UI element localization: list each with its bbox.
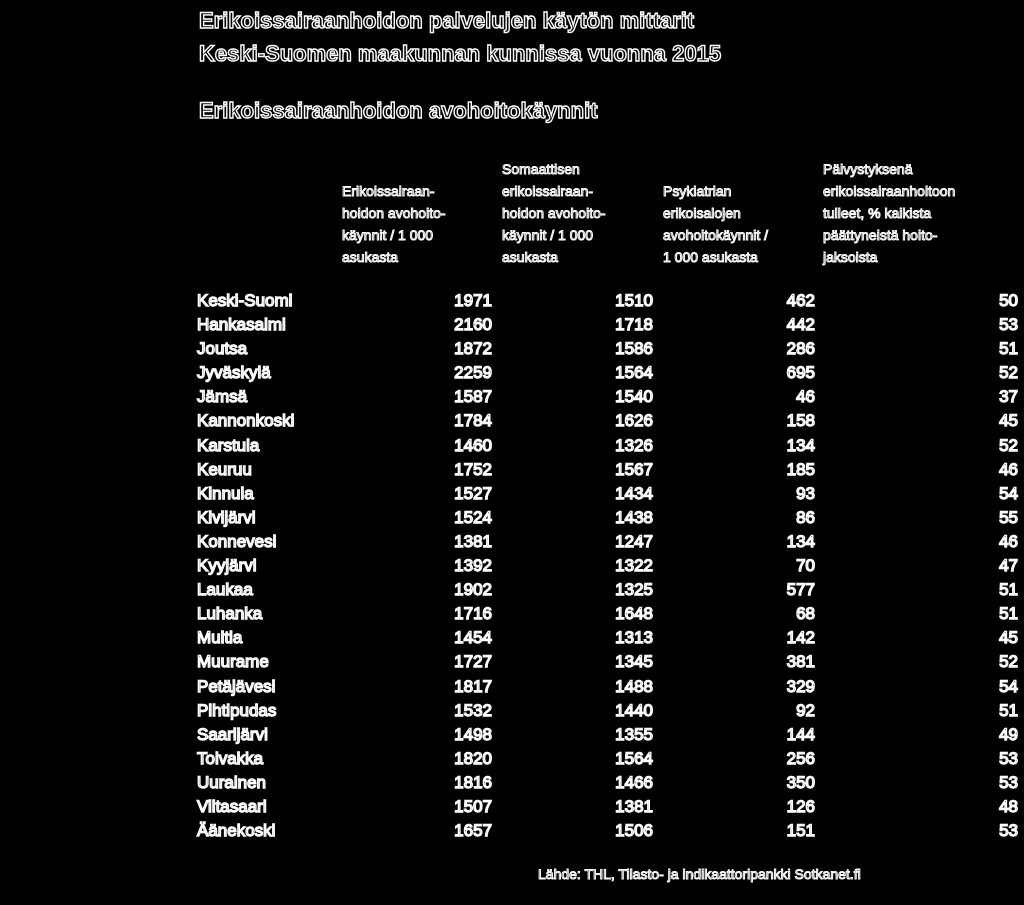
somatic-visits-cell: 1345	[615, 652, 653, 672]
report-title	[199, 4, 721, 70]
table-row	[197, 361, 1018, 385]
municipality-name: Kyyjärvi	[197, 556, 257, 576]
emergency-share-cell: 52	[999, 435, 1018, 455]
outpatient-visits-cell: 2259	[454, 363, 492, 383]
municipality-name: Saarijärvi	[197, 724, 268, 744]
table-row	[197, 723, 1018, 747]
somatic-visits-cell: 1313	[615, 628, 653, 648]
psychiatric-visits-cell: 151	[786, 821, 815, 841]
psychiatric-visits-cell: 46	[796, 387, 815, 407]
municipality-name: Keski-Suomi	[197, 291, 293, 310]
somatic-visits-cell: 1325	[615, 580, 653, 600]
somatic-visits-cell: 1586	[615, 339, 653, 359]
somatic-visits-cell: 1510	[615, 291, 653, 310]
outpatient-visits-cell: 1392	[454, 556, 492, 576]
emergency-share-cell: 46	[999, 531, 1018, 551]
table-row	[197, 795, 1018, 819]
municipality-name: Karstula	[197, 435, 260, 455]
column-header-line: jaksoista	[823, 249, 878, 265]
psychiatric-visits-cell: 92	[796, 700, 815, 720]
emergency-share-cell: 48	[999, 796, 1018, 816]
municipality-name: Kivijärvi	[197, 507, 256, 527]
title-line-2: Keski-Suomen maakunnan kunnissa vuonna 2015	[199, 41, 722, 66]
psychiatric-visits-cell: 158	[786, 411, 815, 431]
somatic-visits-cell: 1648	[615, 604, 653, 624]
somatic-visits-cell: 1564	[615, 363, 653, 383]
column-header-line: tulleet, % kaikista	[823, 205, 932, 221]
table-row	[197, 409, 1018, 433]
table-row	[197, 819, 1018, 843]
municipality-name: Uurainen	[197, 772, 266, 792]
psychiatric-visits-cell: 134	[786, 531, 815, 551]
source-note: Lähde: THL, Tilasto- ja indikaattoripankki Sotkanet.fi	[538, 866, 861, 882]
column-header-line: asukasta	[342, 249, 399, 265]
table-row	[197, 578, 1018, 602]
table-row	[197, 626, 1018, 650]
emergency-share-cell: 45	[999, 628, 1018, 648]
somatic-visits-cell: 1355	[615, 724, 653, 744]
emergency-share-cell: 52	[999, 363, 1018, 383]
column-header-line: erikoisalojen	[663, 205, 741, 221]
emergency-share-cell: 52	[999, 652, 1018, 672]
psychiatric-visits-cell: 256	[786, 748, 815, 768]
column-header-line: erikoissairaanhoitoon	[823, 183, 956, 199]
somatic-visits-cell: 1626	[615, 411, 653, 431]
municipality-name: Jyväskylä	[197, 363, 271, 383]
table-body	[197, 289, 1018, 843]
emergency-share-cell: 51	[999, 339, 1018, 359]
emergency-share-cell: 53	[999, 748, 1018, 768]
somatic-visits-cell: 1326	[615, 435, 653, 455]
column-header-line: erikoissairaan-	[502, 183, 594, 199]
psychiatric-visits-cell: 142	[786, 628, 815, 648]
psychiatric-visits-cell: 286	[786, 339, 815, 359]
section-subtitle: Erikoissairaanhoidon avohoitokäynnit	[199, 98, 598, 123]
outpatient-visits-cell: 1752	[454, 459, 492, 479]
municipality-name: Hankasalmi	[197, 315, 286, 335]
outpatient-visits-cell: 1872	[454, 339, 492, 359]
outpatient-visits-cell: 1816	[454, 772, 492, 792]
municipality-name: Muurame	[197, 652, 269, 672]
somatic-visits-cell: 1488	[615, 676, 653, 696]
municipality-name: Konnevesi	[197, 531, 277, 551]
emergency-share-cell: 54	[999, 483, 1018, 503]
column-header-line: Päivystyksenä	[823, 161, 913, 177]
psychiatric-visits-cell: 134	[786, 435, 815, 455]
municipality-name: Luhanka	[197, 604, 263, 624]
municipality-name: Toivakka	[197, 748, 264, 768]
psychiatric-visits-cell: 144	[786, 724, 815, 744]
outpatient-visits-cell: 1716	[454, 604, 492, 624]
municipality-name: Viitasaari	[197, 796, 267, 816]
municipality-name: Keuruu	[197, 459, 252, 479]
psychiatric-visits-cell: 86	[796, 507, 815, 527]
column-header-line: hoidon avohoito-	[342, 205, 446, 221]
municipality-name: Äänekoski	[197, 821, 276, 841]
municipality-name: Multia	[197, 628, 243, 648]
psychiatric-visits-cell: 577	[786, 580, 815, 600]
outpatient-visits-cell: 1454	[454, 628, 492, 648]
emergency-share-cell: 46	[999, 459, 1018, 479]
psychiatric-visits-cell: 126	[786, 796, 815, 816]
municipality-name: Joutsa	[197, 339, 248, 359]
psychiatric-visits-cell: 68	[796, 604, 815, 624]
outpatient-visits-cell: 1971	[454, 291, 492, 310]
outpatient-visits-cell: 1381	[454, 531, 492, 551]
column-header-3	[663, 180, 768, 268]
municipality-name: Jämsä	[197, 387, 248, 407]
outpatient-visits-cell: 2160	[454, 315, 492, 335]
psychiatric-visits-cell: 381	[786, 652, 815, 672]
emergency-share-cell: 55	[999, 507, 1018, 527]
somatic-visits-cell: 1567	[615, 459, 653, 479]
psychiatric-visits-cell: 350	[786, 772, 815, 792]
table-row	[197, 650, 1018, 674]
table-row	[197, 482, 1018, 506]
table-row	[197, 675, 1018, 699]
somatic-visits-cell: 1540	[615, 387, 653, 407]
column-header-2	[502, 158, 606, 268]
outpatient-visits-cell: 1817	[454, 676, 492, 696]
somatic-visits-cell: 1564	[615, 748, 653, 768]
column-header-line: käynnit / 1 000	[342, 227, 434, 243]
column-header-line: Somaattisen	[502, 161, 580, 177]
municipality-name: Laukaa	[197, 580, 253, 600]
emergency-share-cell: 50	[999, 291, 1018, 310]
somatic-visits-cell: 1440	[615, 700, 653, 720]
column-header-line: Erikoissairaan-	[342, 183, 435, 199]
somatic-visits-cell: 1506	[615, 821, 653, 841]
title-line-1: Erikoissairaanhoidon palvelujen käytön mittarit	[199, 8, 695, 33]
outpatient-visits-cell: 1820	[454, 748, 492, 768]
outpatient-visits-cell: 1784	[454, 411, 492, 431]
psychiatric-visits-cell: 185	[786, 459, 815, 479]
somatic-visits-cell: 1247	[615, 531, 653, 551]
emergency-share-cell: 45	[999, 411, 1018, 431]
table-row	[197, 506, 1018, 530]
column-header-line: päättyneistä hoito-	[823, 227, 938, 243]
somatic-visits-cell: 1438	[615, 507, 653, 527]
psychiatric-visits-cell: 695	[786, 363, 815, 383]
table-row	[197, 771, 1018, 795]
somatic-visits-cell: 1381	[615, 796, 653, 816]
column-header-1	[342, 180, 446, 268]
column-header-line: 1 000 asukasta	[663, 249, 758, 265]
table-row	[197, 458, 1018, 482]
column-header-line: Psykiatrian	[663, 183, 732, 199]
emergency-share-cell: 54	[999, 676, 1018, 696]
emergency-share-cell: 47	[999, 556, 1018, 576]
somatic-visits-cell: 1434	[615, 483, 653, 503]
psychiatric-visits-cell: 93	[796, 483, 815, 503]
table-row	[197, 602, 1018, 626]
emergency-share-cell: 37	[999, 387, 1018, 407]
psychiatric-visits-cell: 462	[786, 291, 815, 310]
outpatient-visits-cell: 1498	[454, 724, 492, 744]
outpatient-visits-cell: 1460	[454, 435, 492, 455]
somatic-visits-cell: 1718	[615, 315, 653, 335]
psychiatric-visits-cell: 442	[786, 315, 815, 335]
column-header-line: hoidon avohoito-	[502, 205, 606, 221]
emergency-share-cell: 51	[999, 700, 1018, 720]
emergency-share-cell: 53	[999, 821, 1018, 841]
outpatient-visits-cell: 1657	[454, 821, 492, 841]
table-row	[197, 289, 1018, 313]
emergency-share-cell: 51	[999, 580, 1018, 600]
column-header-line: avohoitokäynnit /	[663, 227, 769, 243]
outpatient-visits-cell: 1902	[454, 580, 492, 600]
psychiatric-visits-cell: 329	[786, 676, 815, 696]
emergency-share-cell: 53	[999, 315, 1018, 335]
column-header-line: asukasta	[502, 249, 559, 265]
table-row	[197, 747, 1018, 771]
table-row	[197, 434, 1018, 458]
municipality-name: Kinnula	[197, 483, 254, 503]
municipality-name: Petäjävesi	[197, 676, 276, 696]
emergency-share-cell: 53	[999, 772, 1018, 792]
emergency-share-cell: 51	[999, 604, 1018, 624]
somatic-visits-cell: 1322	[615, 556, 653, 576]
municipality-name: Pihtipudas	[197, 700, 277, 720]
outpatient-visits-cell: 1524	[454, 507, 492, 527]
table-row	[197, 385, 1018, 409]
emergency-share-cell: 49	[999, 724, 1018, 744]
table-row	[197, 699, 1018, 723]
outpatient-visits-cell: 1727	[454, 652, 492, 672]
column-header-line: käynnit / 1 000	[502, 227, 594, 243]
table-row	[197, 313, 1018, 337]
municipality-name: Kannonkoski	[197, 411, 295, 431]
outpatient-visits-cell: 1587	[454, 387, 492, 407]
table-row	[197, 337, 1018, 361]
municipality-table	[197, 289, 1018, 843]
table-row	[197, 530, 1018, 554]
outpatient-visits-cell: 1527	[454, 483, 492, 503]
somatic-visits-cell: 1466	[615, 772, 653, 792]
outpatient-visits-cell: 1532	[454, 700, 492, 720]
psychiatric-visits-cell: 70	[796, 556, 815, 576]
outpatient-visits-cell: 1507	[454, 796, 492, 816]
column-header-4	[823, 158, 955, 268]
table-row	[197, 554, 1018, 578]
